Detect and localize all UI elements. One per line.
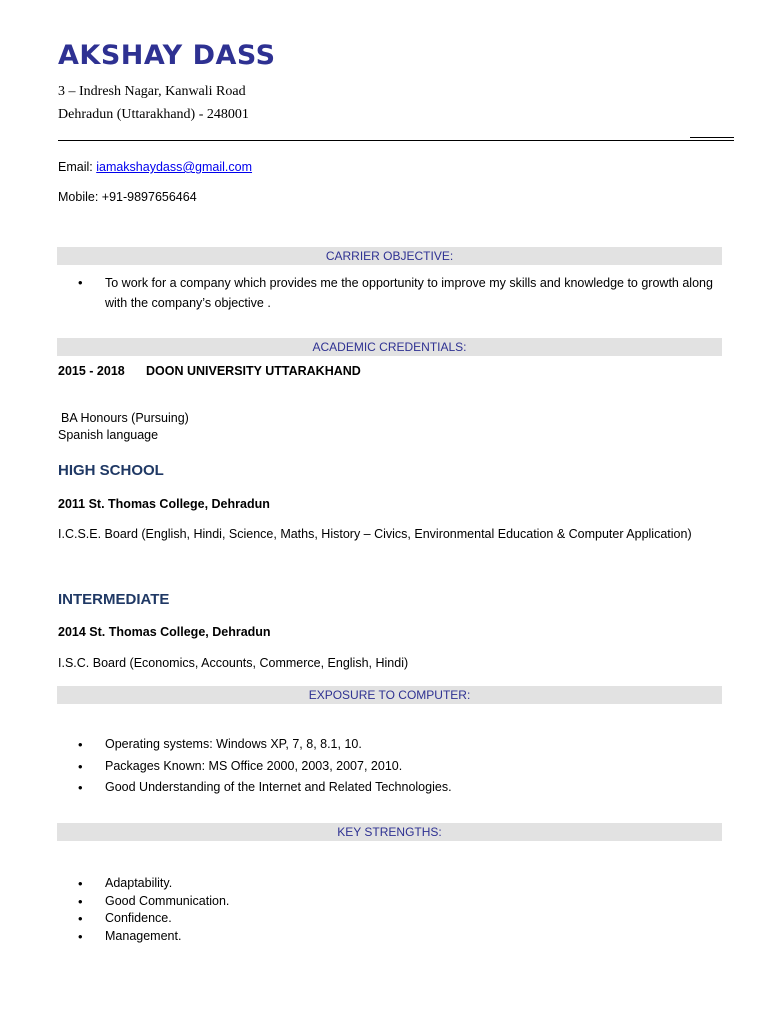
header-divider [58, 140, 734, 141]
list-item: • Packages Known: MS Office 2000, 2003, 2007, 2010. [78, 756, 718, 778]
header-divider-accent [690, 137, 734, 138]
academic-degree: BA Honours (Pursuing) [61, 411, 189, 425]
strengths-list [78, 875, 718, 945]
high-school-line: 2011 St. Thomas College, Dehradun [58, 497, 270, 511]
mobile-row [58, 190, 197, 204]
list-item: • Operating systems: Windows XP, 7, 8, 8.1, 10. [78, 734, 718, 756]
section-computer-header: EXPOSURE TO COMPUTER: [57, 686, 722, 704]
email-label: Email: [58, 160, 93, 174]
list-item: • To work for a company which provides me the opportunity to improve my skills and knowledge to growth along with the company’s objective . [78, 273, 718, 313]
academic-years: 2015 - 2018 [58, 364, 125, 378]
list-item: • Good Communication. [78, 893, 718, 911]
address-line-2: Dehradun (Uttarakhand) - 248001 [58, 107, 249, 122]
section-academic-header: ACADEMIC CREDENTIALS: [57, 338, 722, 356]
intermediate-board: I.S.C. Board (Economics, Accounts, Commerce, English, Hindi) [58, 656, 409, 670]
list-item: • Confidence. [78, 910, 718, 928]
email-row [58, 160, 252, 174]
mobile-number: +91-9897656464 [101, 190, 197, 204]
objective-list [78, 273, 718, 313]
intermediate-line: 2014 St. Thomas College, Dehradun [58, 625, 271, 639]
high-school-heading: HIGH SCHOOL [58, 462, 164, 479]
computer-list [78, 734, 718, 799]
candidate-name: AKSHAY DASS [58, 40, 276, 71]
list-item: • Management. [78, 928, 718, 946]
academic-extra: Spanish language [58, 428, 159, 442]
academic-institution: DOON UNIVERSITY UTTARAKHAND [146, 364, 361, 378]
section-strengths-header: KEY STRENGTHS: [57, 823, 722, 841]
intermediate-heading: INTERMEDIATE [58, 591, 170, 608]
email-link[interactable]: iamakshaydass@gmail.com [96, 160, 253, 174]
section-objective-header: CARRIER OBJECTIVE: [57, 247, 722, 265]
address-line-1: 3 – Indresh Nagar, Kanwali Road [58, 84, 246, 99]
mobile-label: Mobile: [58, 190, 99, 204]
high-school-board: I.C.S.E. Board (English, Hindi, Science, Maths, History – Civics, Environmental Education & Computer Application) [58, 527, 692, 541]
list-item: • Good Understanding of the Internet and Related Technologies. [78, 777, 718, 799]
list-item: • Adaptability. [78, 875, 718, 893]
